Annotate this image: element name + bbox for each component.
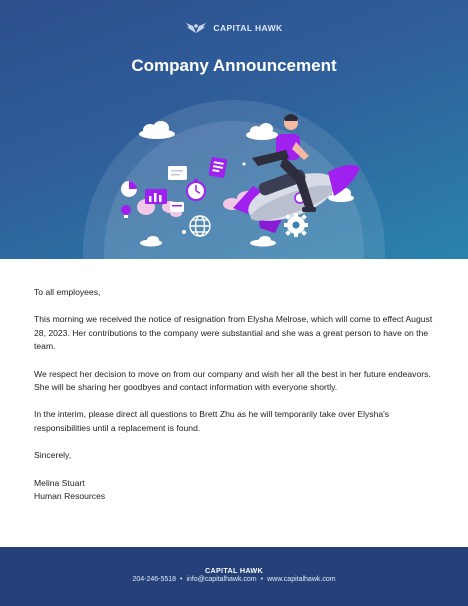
footer-company: CAPITAL HAWK: [204, 566, 264, 575]
stopwatch-icon: [187, 179, 205, 200]
brand-name: CAPITAL HAWK: [213, 23, 283, 33]
rocket-illustration: [0, 0, 468, 259]
separator-dot: •: [260, 576, 264, 583]
greeting: To all employees,: [34, 287, 101, 297]
gear-icon: [284, 213, 308, 237]
cloud-icon: [140, 236, 162, 247]
header-banner: [0, 0, 468, 259]
clipboard-icon: [208, 157, 227, 178]
document-icon: [168, 166, 187, 180]
cloud-icon: [246, 123, 278, 140]
footer-website[interactable]: www.capitalhawk.com: [267, 576, 336, 583]
pie-chart-icon: [121, 181, 137, 197]
cloud-icon: [139, 121, 175, 139]
footer-phone: 204-246-5518: [132, 576, 177, 583]
page-title: Company Announcement: [131, 56, 337, 75]
globe-icon: [190, 216, 210, 236]
letter-body: [34, 286, 440, 503]
signer-name: Melina Stuart: [34, 477, 85, 488]
lightbulb-icon: [121, 205, 131, 218]
closing: Sincerely,: [34, 450, 72, 461]
footer-contact: [0, 576, 468, 583]
paragraph-interim: In the interim, please direct all questions to Brett Zhu as he will temporarily take over Elysha's responsibilities until a replacement is found.: [34, 409, 390, 433]
footer: [0, 547, 468, 606]
bar-chart-icon: [145, 189, 167, 204]
footer-email[interactable]: info@capitalhawk.com: [186, 576, 257, 583]
cloud-icon: [250, 236, 276, 247]
signer-title: Human Resources: [34, 491, 106, 502]
paragraph-respect: We respect her decision to move on from our company and wish her all the best in her future endeavors. She will be sharing her goodbyes and contact information with everyone shortly.: [34, 368, 431, 393]
paragraph-resignation: This morning we received the notice of resignation from Elysha Melrose, which will come to effect August 28, 2023. Her contributions to the company were substantial and she was a great person to have on the team.: [34, 314, 433, 352]
separator-dot: •: [180, 576, 183, 583]
